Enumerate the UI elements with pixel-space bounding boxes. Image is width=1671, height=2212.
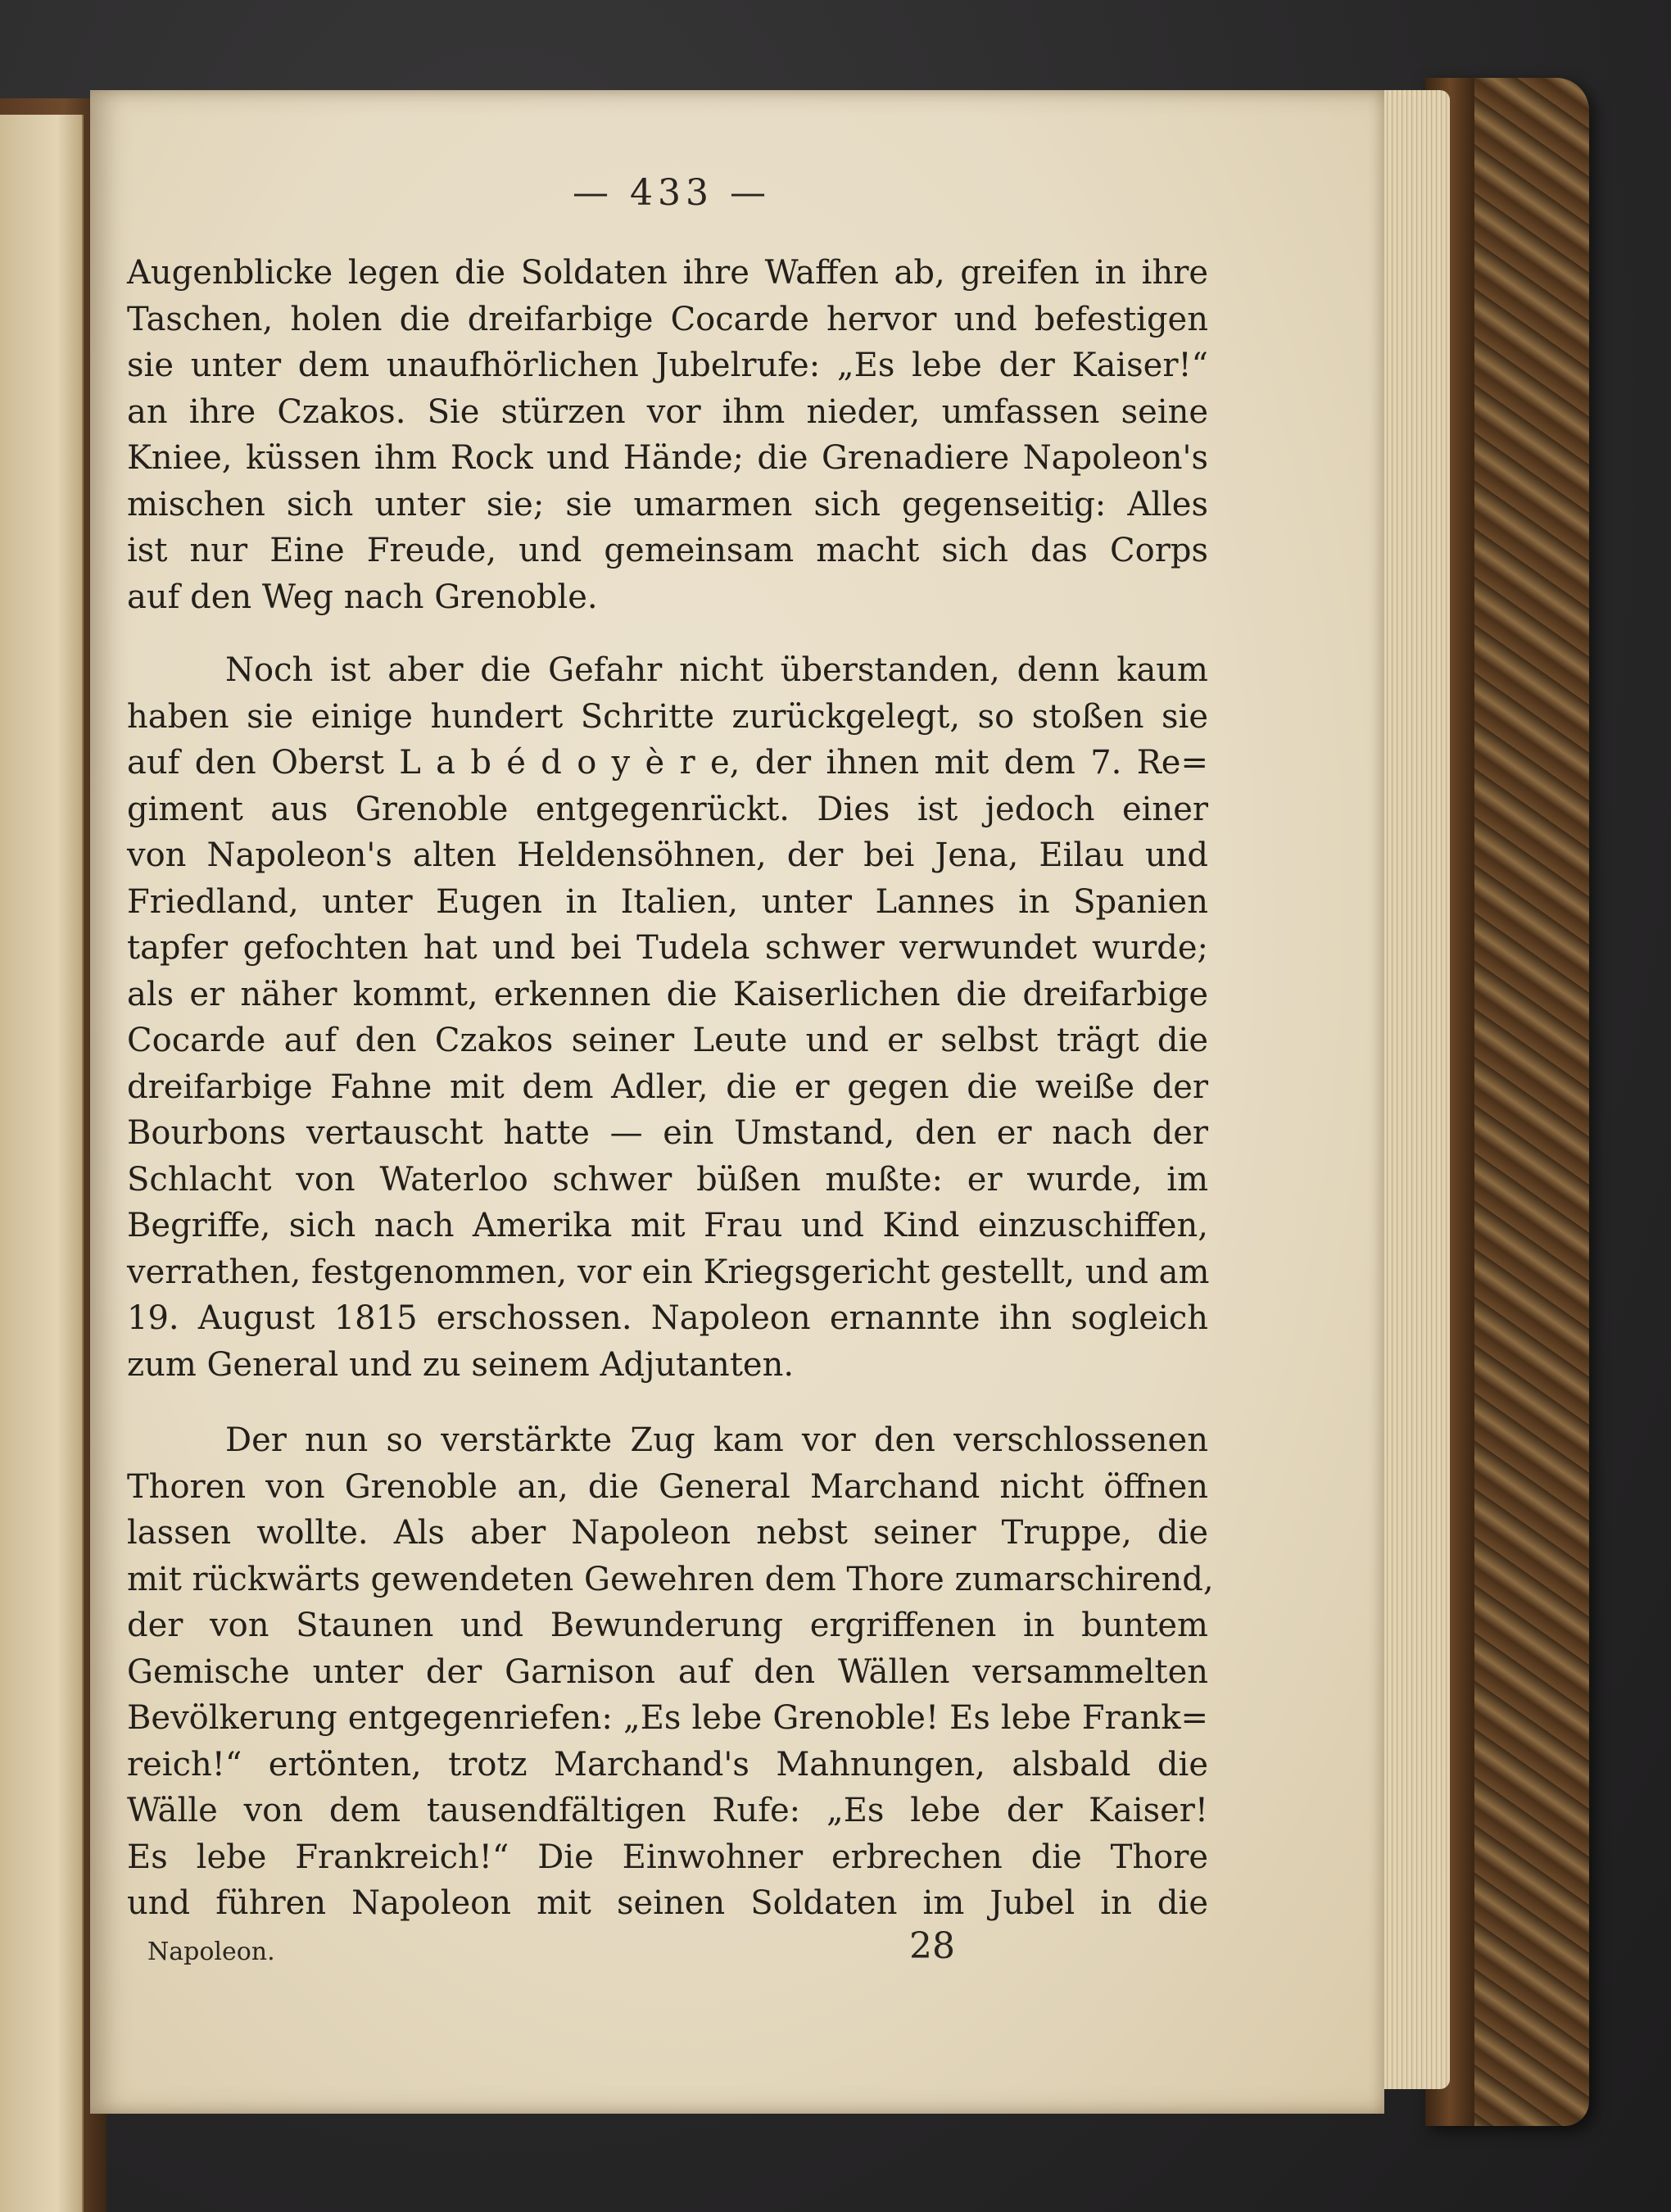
text-line: verrathen, festgenommen, vor ein Kriegsgericht gestellt, und am [127, 1253, 1210, 1291]
text-line: lassen wollte. Als aber Napoleon nebst seiner Truppe, die [127, 1514, 1208, 1552]
text-line: auf den Weg nach Grenoble. [127, 578, 598, 616]
text-line: Begriffe, sich nach Amerika mit Frau und Kind einzuschiffen, [127, 1207, 1208, 1244]
signature-mark: Napoleon. [147, 1938, 275, 1966]
text-line: Augenblicke legen die Soldaten ihre Waffen ab, greifen in ihre [127, 254, 1208, 292]
text-line: Noch ist aber die Gefahr nicht überstanden, denn kaum [225, 651, 1208, 689]
text-line: Der nun so verstärkte Zug kam vor den verschlossenen [225, 1421, 1208, 1459]
text-line: Wälle von dem tausendfältigen Rufe: „Es lebe der Kaiser! [127, 1792, 1208, 1829]
text-line: giment aus Grenoble entgegenrückt. Dies ist jedoch einer [127, 790, 1208, 828]
text-line: 19. August 1815 erschossen. Napoleon ernannte ihn sogleich [127, 1299, 1208, 1337]
text-line: Bevölkerung entgegenriefen: „Es lebe Grenoble! Es lebe Frank= [127, 1699, 1208, 1737]
text-line: Es lebe Frankreich!“ Die Einwohner erbrechen die Thore [127, 1838, 1208, 1876]
text-line: von Napoleon's alten Heldensöhnen, der bei Jena, Eilau und [127, 836, 1208, 874]
text-line: tapfer gefochten hat und bei Tudela schwer verwundet wurde; [127, 929, 1208, 967]
text-line: ist nur Eine Freude, und gemeinsam macht sich das Corps [127, 532, 1208, 569]
text-line: Bourbons vertauscht hatte — ein Umstand, den er nach der [127, 1114, 1208, 1152]
text-line: Schlacht von Waterloo schwer büßen mußte: er wurde, im [127, 1160, 1208, 1199]
text-line: auf den Oberst L a b é d o y è r e, der ihnen mit dem 7. Re= [127, 744, 1208, 782]
paragraph-2 [127, 647, 1208, 1388]
text-line: und führen Napoleon mit seinen Soldaten im Jubel in die [127, 1884, 1208, 1922]
text-line: Taschen, holen die dreifarbige Cocarde hervor und befestigen [127, 300, 1208, 338]
text-line: Cocarde auf den Czakos seiner Leute und er selbst trägt die [127, 1022, 1208, 1059]
text-line: mischen sich unter sie; sie umarmen sich gegenseitig: Alles [127, 485, 1208, 524]
text-line: zum General und zu seinem Adjutanten. [127, 1345, 795, 1384]
left-page-edge [0, 115, 84, 2212]
text-line: als er näher kommt, erkennen die Kaiserlichen die dreifarbige [127, 975, 1208, 1013]
text-line: der von Staunen und Bewunderung ergriffenen in buntem [127, 1607, 1208, 1644]
text-line: Friedland, unter Eugen in Italien, unter Lannes in Spanien [127, 882, 1208, 921]
text-line: haben sie einige hundert Schritte zurückgelegt, so stoßen sie [127, 697, 1208, 736]
text-line: Thoren von Grenoble an, die General Marchand nicht öffnen [127, 1467, 1208, 1506]
text-line: Kniee, küssen ihm Rock und Hände; die Grenadiere Napoleon's [127, 439, 1208, 477]
sheet-number: 28 [909, 1925, 955, 1967]
paragraph-1 [127, 250, 1208, 620]
text-line: dreifarbige Fahne mit dem Adler, die er gegen die weiße der [127, 1067, 1208, 1106]
page-number: — 433 — [573, 172, 771, 214]
text-line: an ihre Czakos. Sie stürzen vor ihm nieder, umfassen seine [127, 392, 1208, 431]
text-line: Gemische unter der Garnison auf den Wällen versammelten [127, 1652, 1208, 1691]
text-line: reich!“ ertönten, trotz Marchand's Mahnungen, alsbald die [127, 1745, 1208, 1784]
text-line: sie unter dem unaufhörlichen Jubelrufe: „Es lebe der Kaiser!“ [127, 347, 1208, 384]
text-line: mit rückwärts gewendeten Gewehren dem Thore zumarschirend, [127, 1560, 1214, 1598]
paragraph-3 [127, 1417, 1214, 1927]
